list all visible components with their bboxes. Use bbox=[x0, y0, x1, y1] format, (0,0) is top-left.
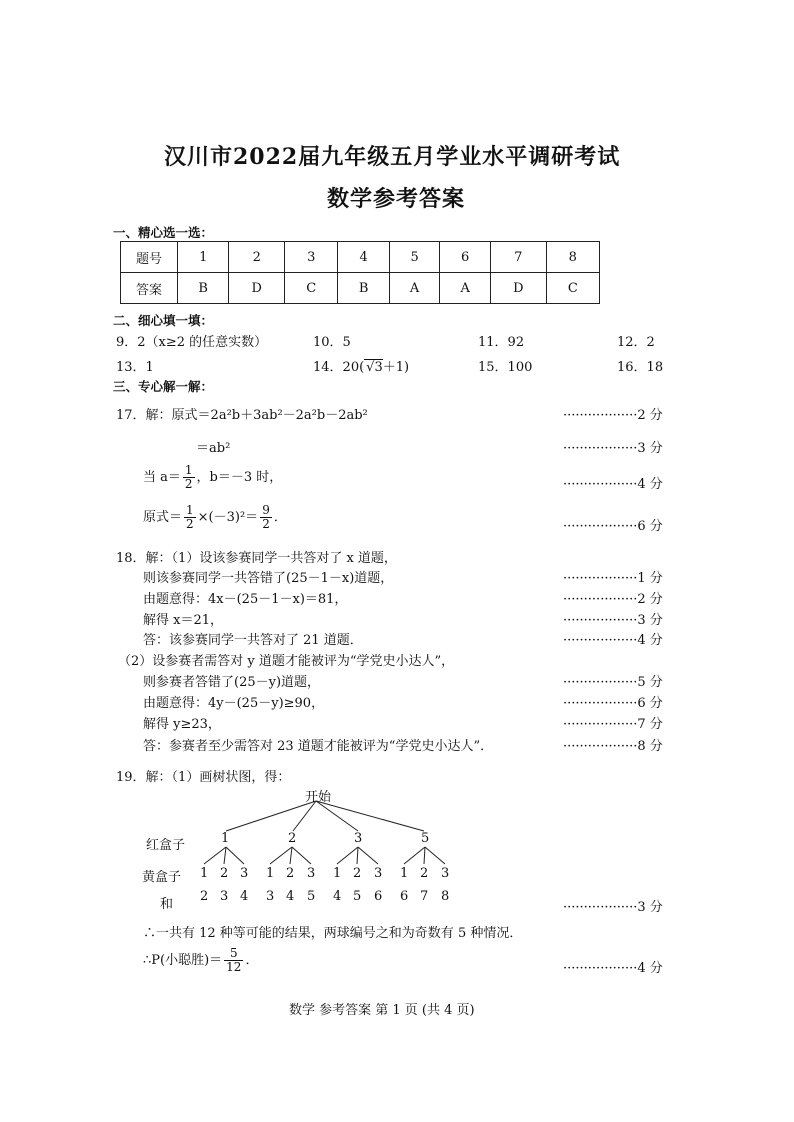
score-marker: ··················2 分 bbox=[563, 408, 663, 423]
yellow-node: 1 bbox=[333, 866, 342, 881]
q18-line-3: 由题意得：4x－(25－1－x)＝81， bbox=[143, 592, 348, 607]
section-heading-1: 一、精心选一选： bbox=[113, 225, 214, 240]
q19-line-3: ∴P(小聪胜)＝ $\frac{5}{12}$ ． bbox=[143, 946, 259, 975]
fraction-one-half: $\frac{1}{2}$ bbox=[184, 463, 193, 492]
yellow-node: 3 bbox=[307, 866, 316, 881]
q18-line-1: 18．解：（1）设该参赛同学一共答对了 x 道题， bbox=[116, 551, 397, 566]
score-marker: ··················6 分 bbox=[563, 696, 663, 711]
table-cell: 3 bbox=[285, 242, 338, 273]
q17-line-2: ＝ab² bbox=[196, 441, 231, 456]
table-cell: 7 bbox=[490, 242, 546, 273]
section-heading-3: 三、专心解一解： bbox=[113, 379, 214, 394]
fraction-one-half: $\frac{1}{2}$ bbox=[186, 503, 194, 532]
fill-answer-9: 9．2（x≥2 的任意实数） bbox=[116, 335, 268, 350]
table-cell: 6 bbox=[440, 242, 491, 273]
yellow-node: 2 bbox=[286, 866, 295, 881]
sum-value: 4 bbox=[286, 889, 295, 904]
sum-label: 和 bbox=[160, 897, 174, 912]
table-cell: B bbox=[178, 273, 229, 304]
table-cell: D bbox=[490, 273, 546, 304]
fraction-five-twelfths: $\frac{5}{12}$ bbox=[226, 946, 242, 975]
table-cell: C bbox=[546, 273, 599, 304]
table-cell: 8 bbox=[546, 242, 599, 273]
q18-line-9: 解得 y≥23， bbox=[143, 717, 221, 732]
q18-line-4: 解得 x＝21， bbox=[143, 613, 224, 628]
sum-value: 4 bbox=[333, 889, 342, 904]
red-node: 1 bbox=[221, 831, 230, 846]
red-node: 5 bbox=[421, 831, 430, 846]
yellow-node: 3 bbox=[441, 866, 450, 881]
table-header-cell: 题号 bbox=[121, 242, 178, 273]
q17-line-1: 17．解：原式＝2a²b＋3ab²－2a²b－2ab² bbox=[116, 408, 368, 423]
red-node: 2 bbox=[288, 831, 297, 846]
score-marker: ··················7 分 bbox=[563, 717, 663, 732]
yellow-node: 1 bbox=[400, 866, 409, 881]
yellow-node: 2 bbox=[353, 866, 362, 881]
yellow-node: 3 bbox=[240, 866, 249, 881]
yellow-node: 1 bbox=[266, 866, 275, 881]
table-cell: 1 bbox=[178, 242, 229, 273]
yellow-node: 1 bbox=[200, 866, 209, 881]
score-marker: ··················2 分 bbox=[563, 592, 663, 607]
sum-value: 5 bbox=[353, 889, 362, 904]
q19-line-1: 19．解：（1）画树状图，得： bbox=[116, 770, 291, 785]
sum-value: 5 bbox=[307, 889, 316, 904]
q18-line-10: 答：参赛者至少需答对 23 道题才能被评为“学党史小达人”． bbox=[143, 739, 494, 754]
score-marker: ··················4 分 bbox=[563, 633, 663, 648]
q18-line-6: （2）设参赛者需答对 y 道题才能被评为“学党史小达人”， bbox=[118, 654, 455, 669]
section-heading-2: 二、细心填一填： bbox=[113, 313, 214, 328]
score-marker: ··················5 分 bbox=[563, 675, 663, 690]
score-marker: ··················4 分 bbox=[563, 477, 663, 492]
sum-value: 7 bbox=[420, 889, 429, 904]
red-box-label: 红盒子 bbox=[146, 838, 186, 853]
yellow-box-label: 黄盒子 bbox=[142, 870, 182, 885]
score-marker: ··················3 分 bbox=[563, 441, 663, 456]
sum-value: 2 bbox=[200, 889, 209, 904]
q18-line-8: 由题意得：4y－(25－y)≥90， bbox=[143, 696, 325, 711]
table-cell: C bbox=[285, 273, 338, 304]
table-cell: 5 bbox=[389, 242, 440, 273]
fill-answer-11: 11．92 bbox=[478, 335, 525, 350]
score-marker: ··················3 分 bbox=[563, 900, 663, 915]
q18-line-5: 答：该参赛同学一共答对了 21 道题． bbox=[143, 633, 363, 648]
score-marker: ··················6 分 bbox=[563, 519, 663, 534]
table-cell: A bbox=[389, 273, 440, 304]
score-marker: ··················8 分 bbox=[563, 739, 663, 754]
yellow-node: 2 bbox=[220, 866, 229, 881]
sum-value: 8 bbox=[441, 889, 450, 904]
sum-value: 3 bbox=[220, 889, 229, 904]
yellow-node: 3 bbox=[374, 866, 383, 881]
page-title: 汉川市2022届九年级五月学业水平调研考试 bbox=[164, 144, 621, 170]
table-cell: 4 bbox=[338, 242, 389, 273]
page-footer: 数学 参考答案 第 1 页 (共 4 页) bbox=[289, 1003, 475, 1018]
sum-value: 6 bbox=[374, 889, 383, 904]
score-marker: ··················1 分 bbox=[563, 571, 663, 586]
fill-answer-10: 10．5 bbox=[313, 335, 351, 350]
sum-value: 6 bbox=[400, 889, 409, 904]
table-cell: D bbox=[229, 273, 285, 304]
q19-line-2: ∴一共有 12 种等可能的结果，两球编号之和为奇数有 5 种情况． bbox=[143, 926, 523, 941]
fill-answer-14: 14．20( √3＋1) bbox=[313, 360, 410, 375]
fraction-nine-halves: $\frac{9}{2}$ bbox=[262, 503, 270, 532]
q18-line-2: 则该参赛同学一共答错了(25－1－x)道题， bbox=[143, 571, 394, 586]
score-marker: ··················4 分 bbox=[563, 961, 663, 976]
red-node: 3 bbox=[354, 831, 363, 846]
fill-answer-16: 16．18 bbox=[617, 360, 664, 375]
q18-line-7: 则参赛者答错了(25－y)道题， bbox=[143, 675, 321, 690]
q17-line-4: 原式＝ $\frac{1}{2}$ ×(－3)²＝ $\frac{9}{2}$ ． bbox=[143, 503, 287, 532]
table-header-cell: 答案 bbox=[121, 273, 178, 304]
sum-value: 4 bbox=[240, 889, 249, 904]
fill-answer-13: 13．1 bbox=[116, 360, 154, 375]
yellow-node: 2 bbox=[420, 866, 429, 881]
sum-value: 3 bbox=[266, 889, 275, 904]
q17-line-3: 当 a＝ $\frac{1}{2}$ ，b＝－3 时， bbox=[143, 463, 283, 492]
score-marker: ··················3 分 bbox=[563, 613, 663, 628]
table-cell: B bbox=[338, 273, 389, 304]
fill-answer-12: 12．2 bbox=[617, 335, 655, 350]
table-cell: A bbox=[440, 273, 491, 304]
fill-answer-15: 15．100 bbox=[478, 360, 533, 375]
tree-start-label: 开始 bbox=[305, 790, 332, 805]
sqrt-symbol: √3 bbox=[366, 360, 383, 375]
page-subtitle: 数学参考答案 bbox=[327, 186, 466, 212]
table-cell: 2 bbox=[229, 242, 285, 273]
